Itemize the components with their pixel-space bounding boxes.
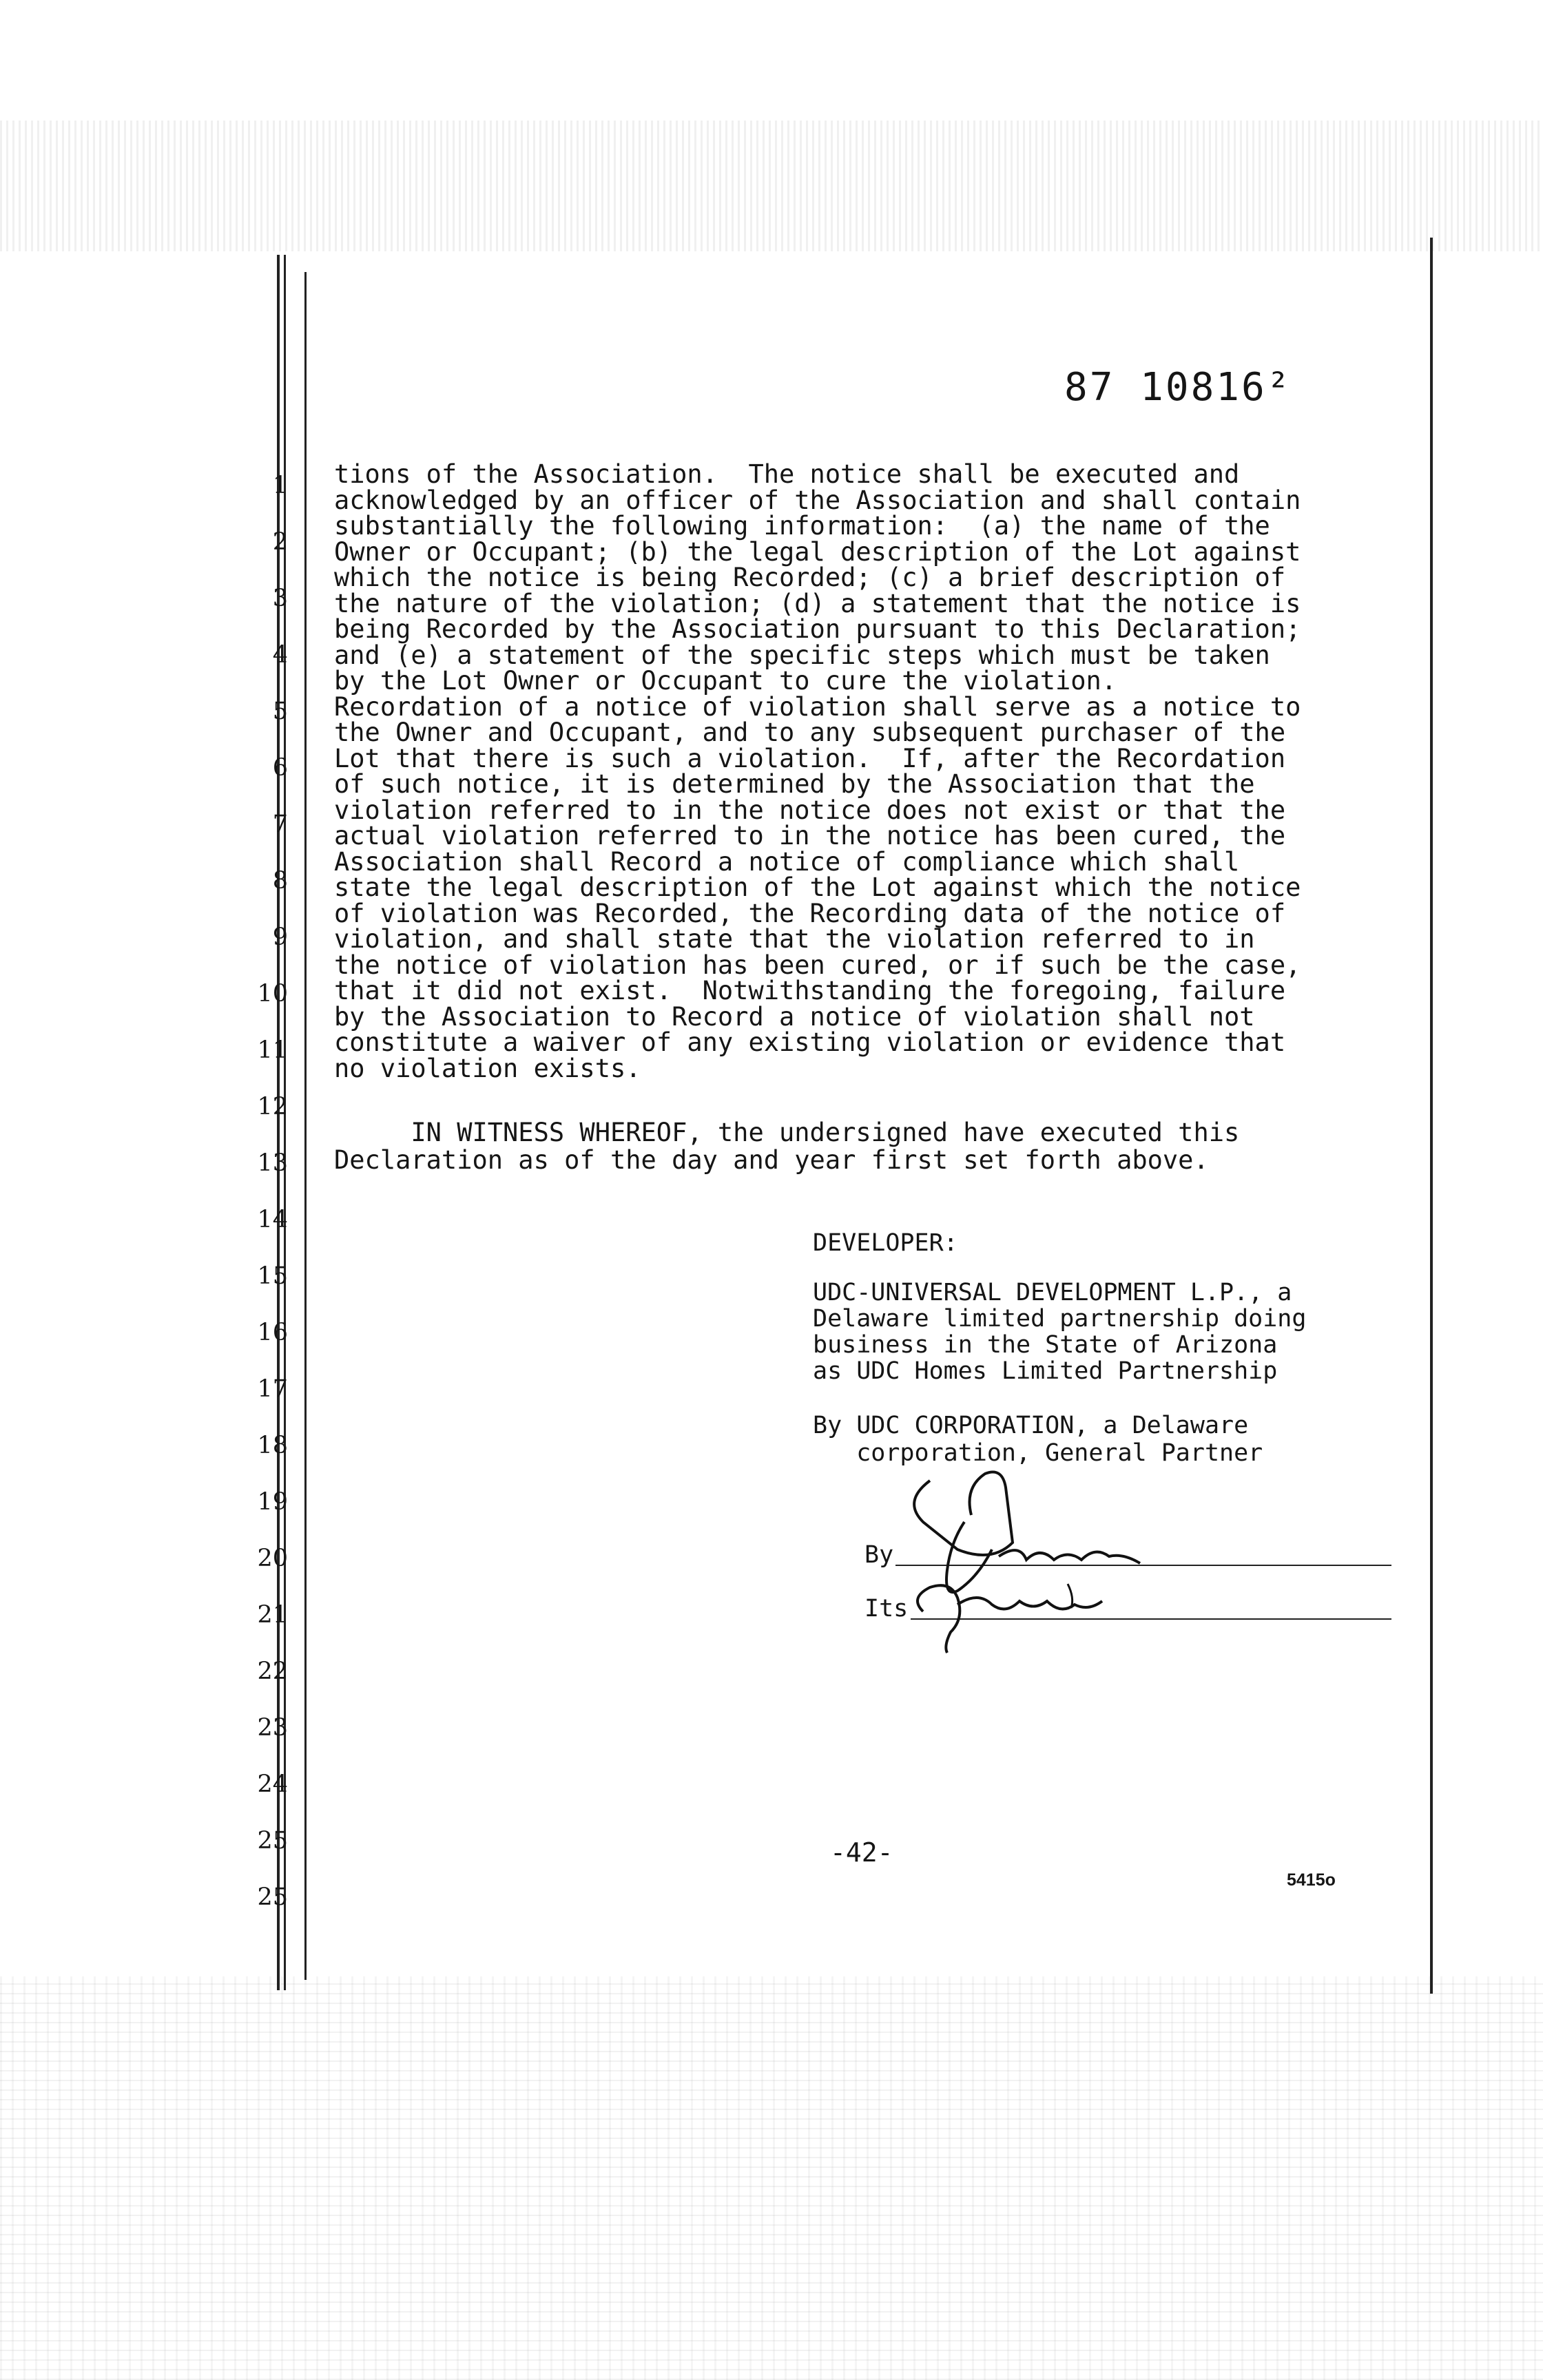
body-line: and (e) a statement of the specific steps which must be taken [334, 640, 1270, 670]
line-number: 25 [257, 1827, 288, 1855]
line-number: 1 [272, 472, 288, 499]
body-line: the notice of violation has been cured, or if such be the case, [334, 950, 1301, 980]
line-number: 5 [272, 698, 288, 725]
right-margin-rule [1430, 238, 1433, 1994]
developer-line: as UDC Homes Limited Partnership [813, 1357, 1278, 1385]
body-line: constitute a waiver of any existing violation or evidence that [334, 1027, 1286, 1057]
body-line: by the Lot Owner or Occupant to cure the violation. [334, 666, 1117, 696]
body-line: that it did not exist. Notwithstanding the foregoing, failure [334, 976, 1286, 1005]
line-number: 24 [257, 1771, 288, 1798]
line-number: 10 [257, 980, 288, 1008]
handwritten-signature [882, 1460, 1185, 1660]
general-partner-line: corporation, General Partner [813, 1439, 1263, 1467]
body-line: no violation exists. [334, 1053, 641, 1083]
body-line: Recordation of a notice of violation shall serve as a notice to [334, 691, 1301, 722]
declaration-body-text [334, 461, 1388, 1081]
line-number: 20 [257, 1545, 288, 1572]
document-code: 5415o [1287, 1870, 1336, 1890]
body-line: actual violation referred to in the notice has been cured, the [334, 821, 1286, 850]
line-number: 14 [257, 1206, 288, 1233]
line-number: 4 [272, 641, 288, 669]
developer-line: business in the State of Arizona [813, 1331, 1278, 1359]
left-margin-rule-3 [304, 272, 307, 1980]
general-partner-line: By UDC CORPORATION, a Delaware [813, 1412, 1249, 1439]
signature-by-label: By [864, 1541, 894, 1569]
line-number: 3 [272, 585, 288, 612]
body-line: acknowledged by an officer of the Association and shall contain [334, 485, 1301, 515]
witness-line: IN WITNESS WHEREOF, the undersigned have executed this [334, 1118, 1240, 1147]
signature-its-label: Its [864, 1595, 909, 1622]
line-number: 7 [272, 811, 288, 838]
line-number: 2 [272, 528, 288, 556]
body-line: violation, and shall state that the violation referred to in [334, 924, 1255, 954]
body-line: by the Association to Record a notice of violation shall not [334, 1001, 1255, 1032]
line-number: 22 [257, 1658, 288, 1685]
body-line: state the legal description of the Lot against which the notice [334, 873, 1301, 902]
line-number: 18 [257, 1432, 288, 1459]
scan-noise-bottom [0, 1976, 1543, 2380]
body-line: Lot that there is such a violation. If, after the Recordation [334, 743, 1286, 773]
line-number: 21 [257, 1601, 288, 1629]
line-number: 25 [257, 1883, 288, 1911]
developer-label: DEVELOPER: [813, 1229, 958, 1257]
scan-noise-top [0, 121, 1543, 251]
page-number: -42- [830, 1837, 893, 1868]
body-line: the Owner and Occupant, and to any subsequent purchaser of the [334, 718, 1286, 747]
body-line: of such notice, it is determined by the Association that the [334, 769, 1255, 799]
line-number: 6 [272, 754, 288, 782]
line-number: 8 [272, 867, 288, 895]
line-number: 12 [257, 1093, 288, 1120]
body-line: the nature of the violation; (d) a statement that the notice is [334, 588, 1301, 618]
line-number: 11 [257, 1036, 288, 1064]
body-line: of violation was Recorded, the Recording data of the notice of [334, 898, 1286, 928]
witness-line: Declaration as of the day and year first set forth above. [334, 1145, 1209, 1175]
line-number: 13 [257, 1149, 288, 1177]
body-line: tions of the Association. The notice shall be executed and [334, 459, 1240, 489]
general-partner-block [813, 1412, 1263, 1467]
developer-line: UDC-UNIVERSAL DEVELOPMENT L.P., a [813, 1279, 1292, 1306]
line-number: 16 [257, 1319, 288, 1346]
body-line: substantially the following information: (a) the name of the [334, 511, 1270, 541]
witness-clause [334, 1119, 1239, 1174]
line-number: 19 [257, 1488, 288, 1516]
line-number: 15 [257, 1262, 288, 1290]
line-number: 23 [257, 1714, 288, 1742]
body-line: violation referred to in the notice does not exist or that the [334, 795, 1286, 825]
document-number-stamp: 87 10816² [1064, 365, 1292, 410]
line-number: 17 [257, 1375, 288, 1403]
line-number: 9 [272, 923, 288, 951]
body-line: being Recorded by the Association pursuant to this Declaration; [334, 614, 1301, 644]
developer-line: Delaware limited partnership doing [813, 1305, 1307, 1333]
body-line: which the notice is being Recorded; (c) a brief description of [334, 563, 1286, 592]
developer-entity-block [813, 1280, 1306, 1384]
body-line: Owner or Occupant; (b) the legal description of the Lot against [334, 536, 1301, 567]
body-line: Association shall Record a notice of compliance which shall [334, 846, 1240, 877]
